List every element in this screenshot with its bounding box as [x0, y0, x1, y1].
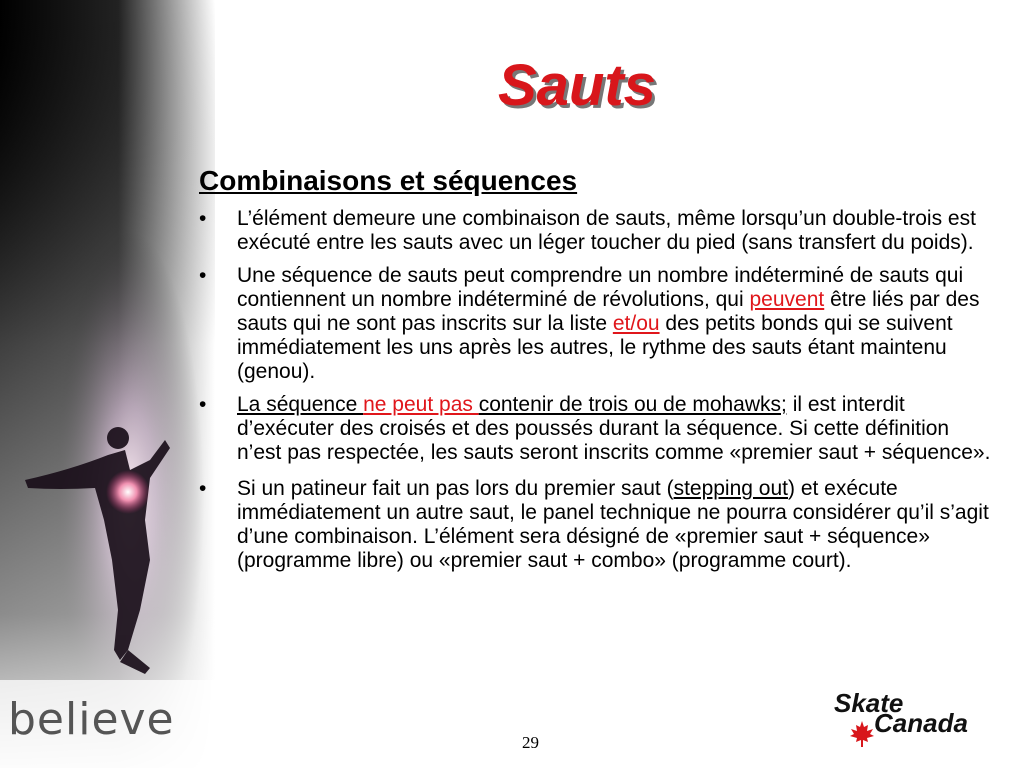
bullet-text: L’élément demeure une combinaison de sauts, même lorsqu’un double-trois est exécuté entre les sauts avec un léger toucher du pied (sans transfert du poids). [237, 207, 976, 254]
slide-title: Sauts [498, 53, 656, 118]
bullet-text: Une séquence de sauts peut comprendre un nombre indéterminé de sauts qui contiennent un nombre indéterminé de révolutions, qui [237, 264, 964, 311]
bullet-item [199, 207, 999, 255]
skate-canada-logo [828, 688, 1008, 750]
bullet-text: Si un patineur fait un pas lors du premier saut ( [237, 477, 674, 500]
bullet-icon: • [199, 393, 207, 416]
bullet-text: des petits bonds qui se suivent immédiatement les uns après les autres, le rythme des sauts étant maintenu (genou). [237, 312, 953, 383]
brand-word: believe [8, 694, 175, 745]
bullet-icon: • [199, 207, 207, 230]
red-underlined-term: peuvent [749, 288, 825, 311]
red-underlined-term: et/ou [612, 312, 660, 335]
logo-line-1: Skate [834, 688, 904, 718]
bullet-item [199, 393, 999, 465]
maple-leaf-icon [848, 720, 876, 748]
underlined-text: stepping out [673, 477, 788, 500]
slide-subtitle: Combinaisons et séquences [199, 165, 578, 196]
skater-background-image [0, 0, 215, 768]
page-number: 29 [522, 733, 539, 752]
bullet-text: il est interdit d’exécuter des croisés et des poussés durant la séquence. Si cette définition n’est pas respectée, les sauts seront inscrits comme «premier saut + séquence». [237, 393, 991, 464]
bullet-text: ) et exécute immédiatement un autre saut, le panel technique ne pourra considérer qu’il s’agit d’une combinaison. L’élément sera désigné de «premier saut + séquence» (programme libre) ou «premier saut + combo» (programme court). [237, 477, 989, 572]
bullet-item [199, 477, 999, 573]
bullet-text: être liés par des sauts qui ne sont pas inscrits sur la liste [237, 288, 980, 335]
logo-line-2: Canada [874, 708, 968, 738]
bullet-item [199, 264, 999, 384]
bullet-icon: • [199, 264, 207, 287]
bullet-icon: • [199, 477, 207, 500]
red-underlined-term: ne peut pas [363, 393, 479, 416]
underlined-text: La séquence [237, 393, 364, 416]
bullet-list [199, 207, 999, 582]
underlined-text: contenir de trois ou de mohawks; [478, 393, 787, 416]
